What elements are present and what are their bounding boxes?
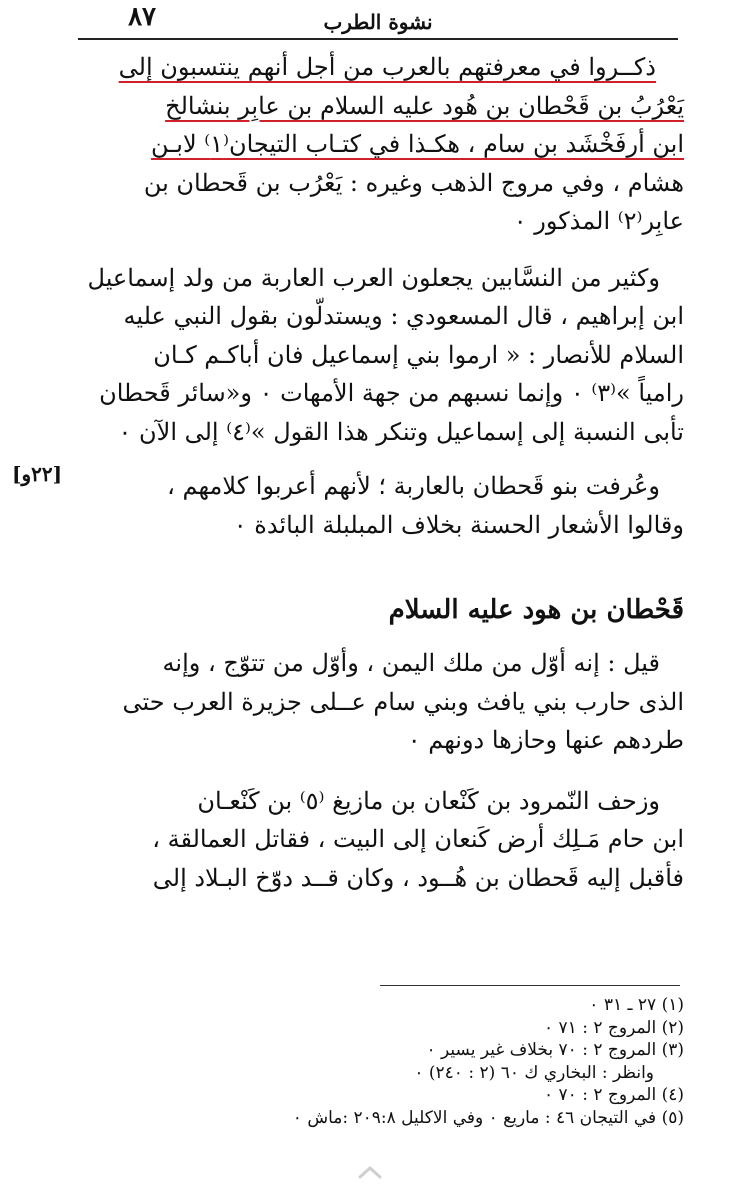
footnote: (٢) المروج ٢ : ٧١ ٠	[543, 1017, 684, 1038]
paragraph-line: ذكــروا في معرفتهم بالعرب من أجل أنهم ينتسبون إلى	[118, 53, 656, 81]
footnote: (٤) المروج ٢ : ٧٠ ٠	[543, 1085, 684, 1105]
paragraph-line: السلام للأنصار : « ارموا بني إسماعيل فان أباكـم كـان	[153, 340, 684, 369]
chevron-up-icon[interactable]	[350, 1150, 390, 1190]
paragraph-line: قيل : إنه أوّل من ملك اليمن ، وأوّل من تتوّج ، وإنه	[162, 649, 660, 677]
paragraph-line: تأبى النسبة إلى إسماعيل وتنكر هذا القول »⁽٤⁾ إلى الآن ٠	[118, 417, 684, 446]
footnote: (١) ٢٧ ـ ٣١ ٠	[589, 995, 684, 1015]
running-title: نشوة الطرب	[323, 10, 433, 34]
paragraph-1	[78, 48, 684, 241]
section-heading: قَحْطان بن هود عليه السلام	[388, 595, 684, 625]
page-number: ٨٧	[128, 2, 156, 32]
paragraph-line: هشام ، وفي مروج الذهب وغيره : يَعْرُب بن قَحطان بن	[143, 168, 684, 197]
paragraph-line: وكثير من النسَّابين يجعلون العرب العاربة من ولد إسماعيل	[87, 263, 660, 292]
paragraph-line: وعُرفت بنو قَحطان بالعاربة ؛ لأنهم أعربوا كلامهم ،	[167, 472, 660, 500]
footnote-divider	[380, 985, 680, 986]
paragraph-line: طردهم عنها وحازها دونهم ٠	[407, 726, 684, 754]
paragraph-line: وزحف النّمرود بن كَنْعان بن مازيغ ⁽٥⁾ بن كَنْعـان	[197, 786, 660, 815]
paragraph-line: ابن حام مَـلِك أرض كَنعان إلى البيت ، فقاتل العمالقة ،	[152, 825, 684, 853]
section-paragraph-2	[78, 782, 684, 898]
paragraph-3	[78, 467, 684, 544]
main-text	[78, 48, 684, 897]
section-paragraph-1	[78, 644, 684, 760]
paragraph-line: عابِر⁽٢⁾ المذكور ٠	[513, 207, 684, 235]
footnotes	[160, 994, 684, 1129]
paragraph-line: ابن إبراهيم ، قال المسعودي : ويستدلّون بقول النبي عليه	[123, 302, 684, 330]
paragraph-line: يَعْرُبُ بن قَحْطان بن هُود عليه السلام بن عابِر بنشالخ	[165, 91, 684, 120]
footnote: (٥) في التيجان ٤٦ : ماريع ٠ وفي الاكليل ٢٠٩:٨ :ماش ٠	[292, 1107, 684, 1128]
paragraph-line: وقالوا الأشعار الحسنة بخلاف المبلبلة البائدة ٠	[233, 510, 684, 539]
footnote: (٣) المروج ٢ : ٧٠ بخلاف غير يسير ٠	[426, 1040, 684, 1060]
footnote-continuation: وانظر : البخاري ك ٦٠ (٢ : ٢٤٠) ٠	[414, 1062, 654, 1083]
paragraph-line: ابن أرفَخْشَد بن سام ، هكـذا في كتـاب التيجان⁽١⁾ لابـن	[150, 130, 684, 158]
paragraph-line: الذى حارب بني يافث وبني سام عــلى جزيرة العرب حتى	[122, 687, 684, 716]
paragraph-line: فأقبل إليه قَحطان بن هُــود ، وكان قــد دوّخ البـلاد إلى	[152, 863, 684, 892]
paragraph-line: رامياً »⁽٣⁾ ٠ وإنما نسبهم من جهة الأمهات ٠ و«سائر قَحطان	[99, 379, 684, 407]
folio-marker: [٢٢و]	[12, 462, 63, 486]
page-header	[78, 2, 678, 36]
paragraph-2	[78, 259, 684, 452]
header-divider	[78, 38, 678, 40]
